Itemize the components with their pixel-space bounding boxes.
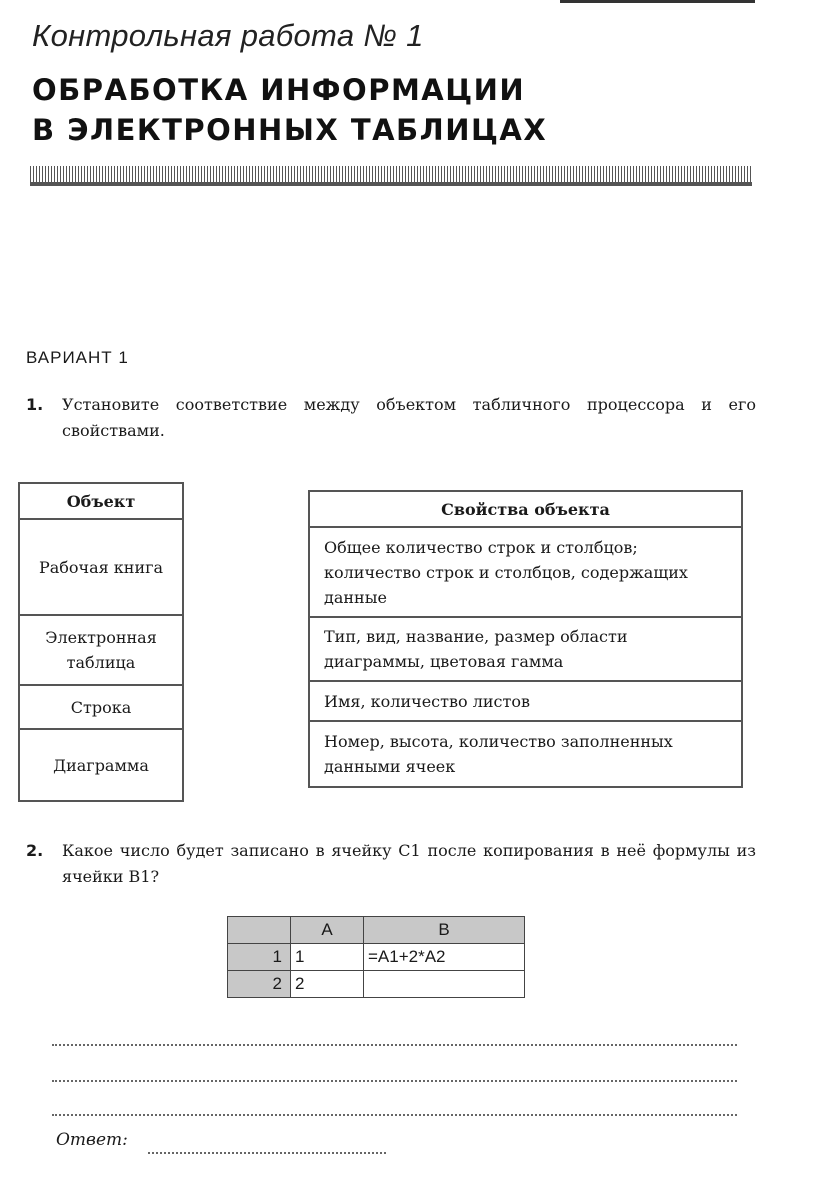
task-1-text: Установите соответствие между объектом табличного процессора и его свойствами. [62,395,756,440]
answer-field-line [148,1152,386,1154]
answer-dotted-line [52,1044,737,1046]
column-header-a: A [291,917,364,944]
answer-label: Ответ: [56,1130,128,1150]
property-cell: Номер, высота, количество заполненных данными ячеек [309,721,742,787]
title-divider [30,166,752,186]
title-line-2: В ЭЛЕКТРОННЫХ ТАБЛИЦАХ [32,113,548,147]
object-cell: Диаграмма [19,729,183,801]
object-cell: Электронная таблица [19,615,183,685]
task-2-number: 2. [26,841,44,860]
task-2-text: Какое число будет записано в ячейку C1 после копирования в неё формулы из ячейки B1? [62,841,756,886]
cell-b2 [364,971,525,998]
answer-dotted-line [52,1114,737,1116]
spreadsheet-fragment [227,916,525,998]
work-subtitle: Контрольная работа № 1 [32,18,424,53]
property-cell: Общее количество строк и столбцов; количество строк и столбцов, содержащих данные [309,527,742,617]
page-title [32,70,547,150]
title-line-1: ОБРАБОТКА ИНФОРМАЦИИ [32,73,526,107]
task-2 [26,838,756,890]
object-cell: Строка [19,685,183,729]
properties-header: Свойства объекта [309,491,742,527]
column-header-b: B [364,917,525,944]
task-1 [26,392,756,444]
task-1-number: 1. [26,395,44,414]
cell-a2: 2 [291,971,364,998]
property-cell: Имя, количество листов [309,681,742,721]
objects-header: Объект [19,483,183,519]
row-header: 2 [228,971,291,998]
property-cell: Тип, вид, название, размер области диаграммы, цветовая гамма [309,617,742,681]
sheet-corner [228,917,291,944]
row-header: 1 [228,944,291,971]
cell-a1: 1 [291,944,364,971]
object-cell: Рабочая книга [19,519,183,615]
answer-dotted-line [52,1080,737,1082]
variant-label: ВАРИАНТ 1 [26,348,129,367]
cell-b1: =A1+2*A2 [364,944,525,971]
objects-table [18,482,184,802]
top-rule [560,0,755,3]
properties-table [308,490,743,788]
